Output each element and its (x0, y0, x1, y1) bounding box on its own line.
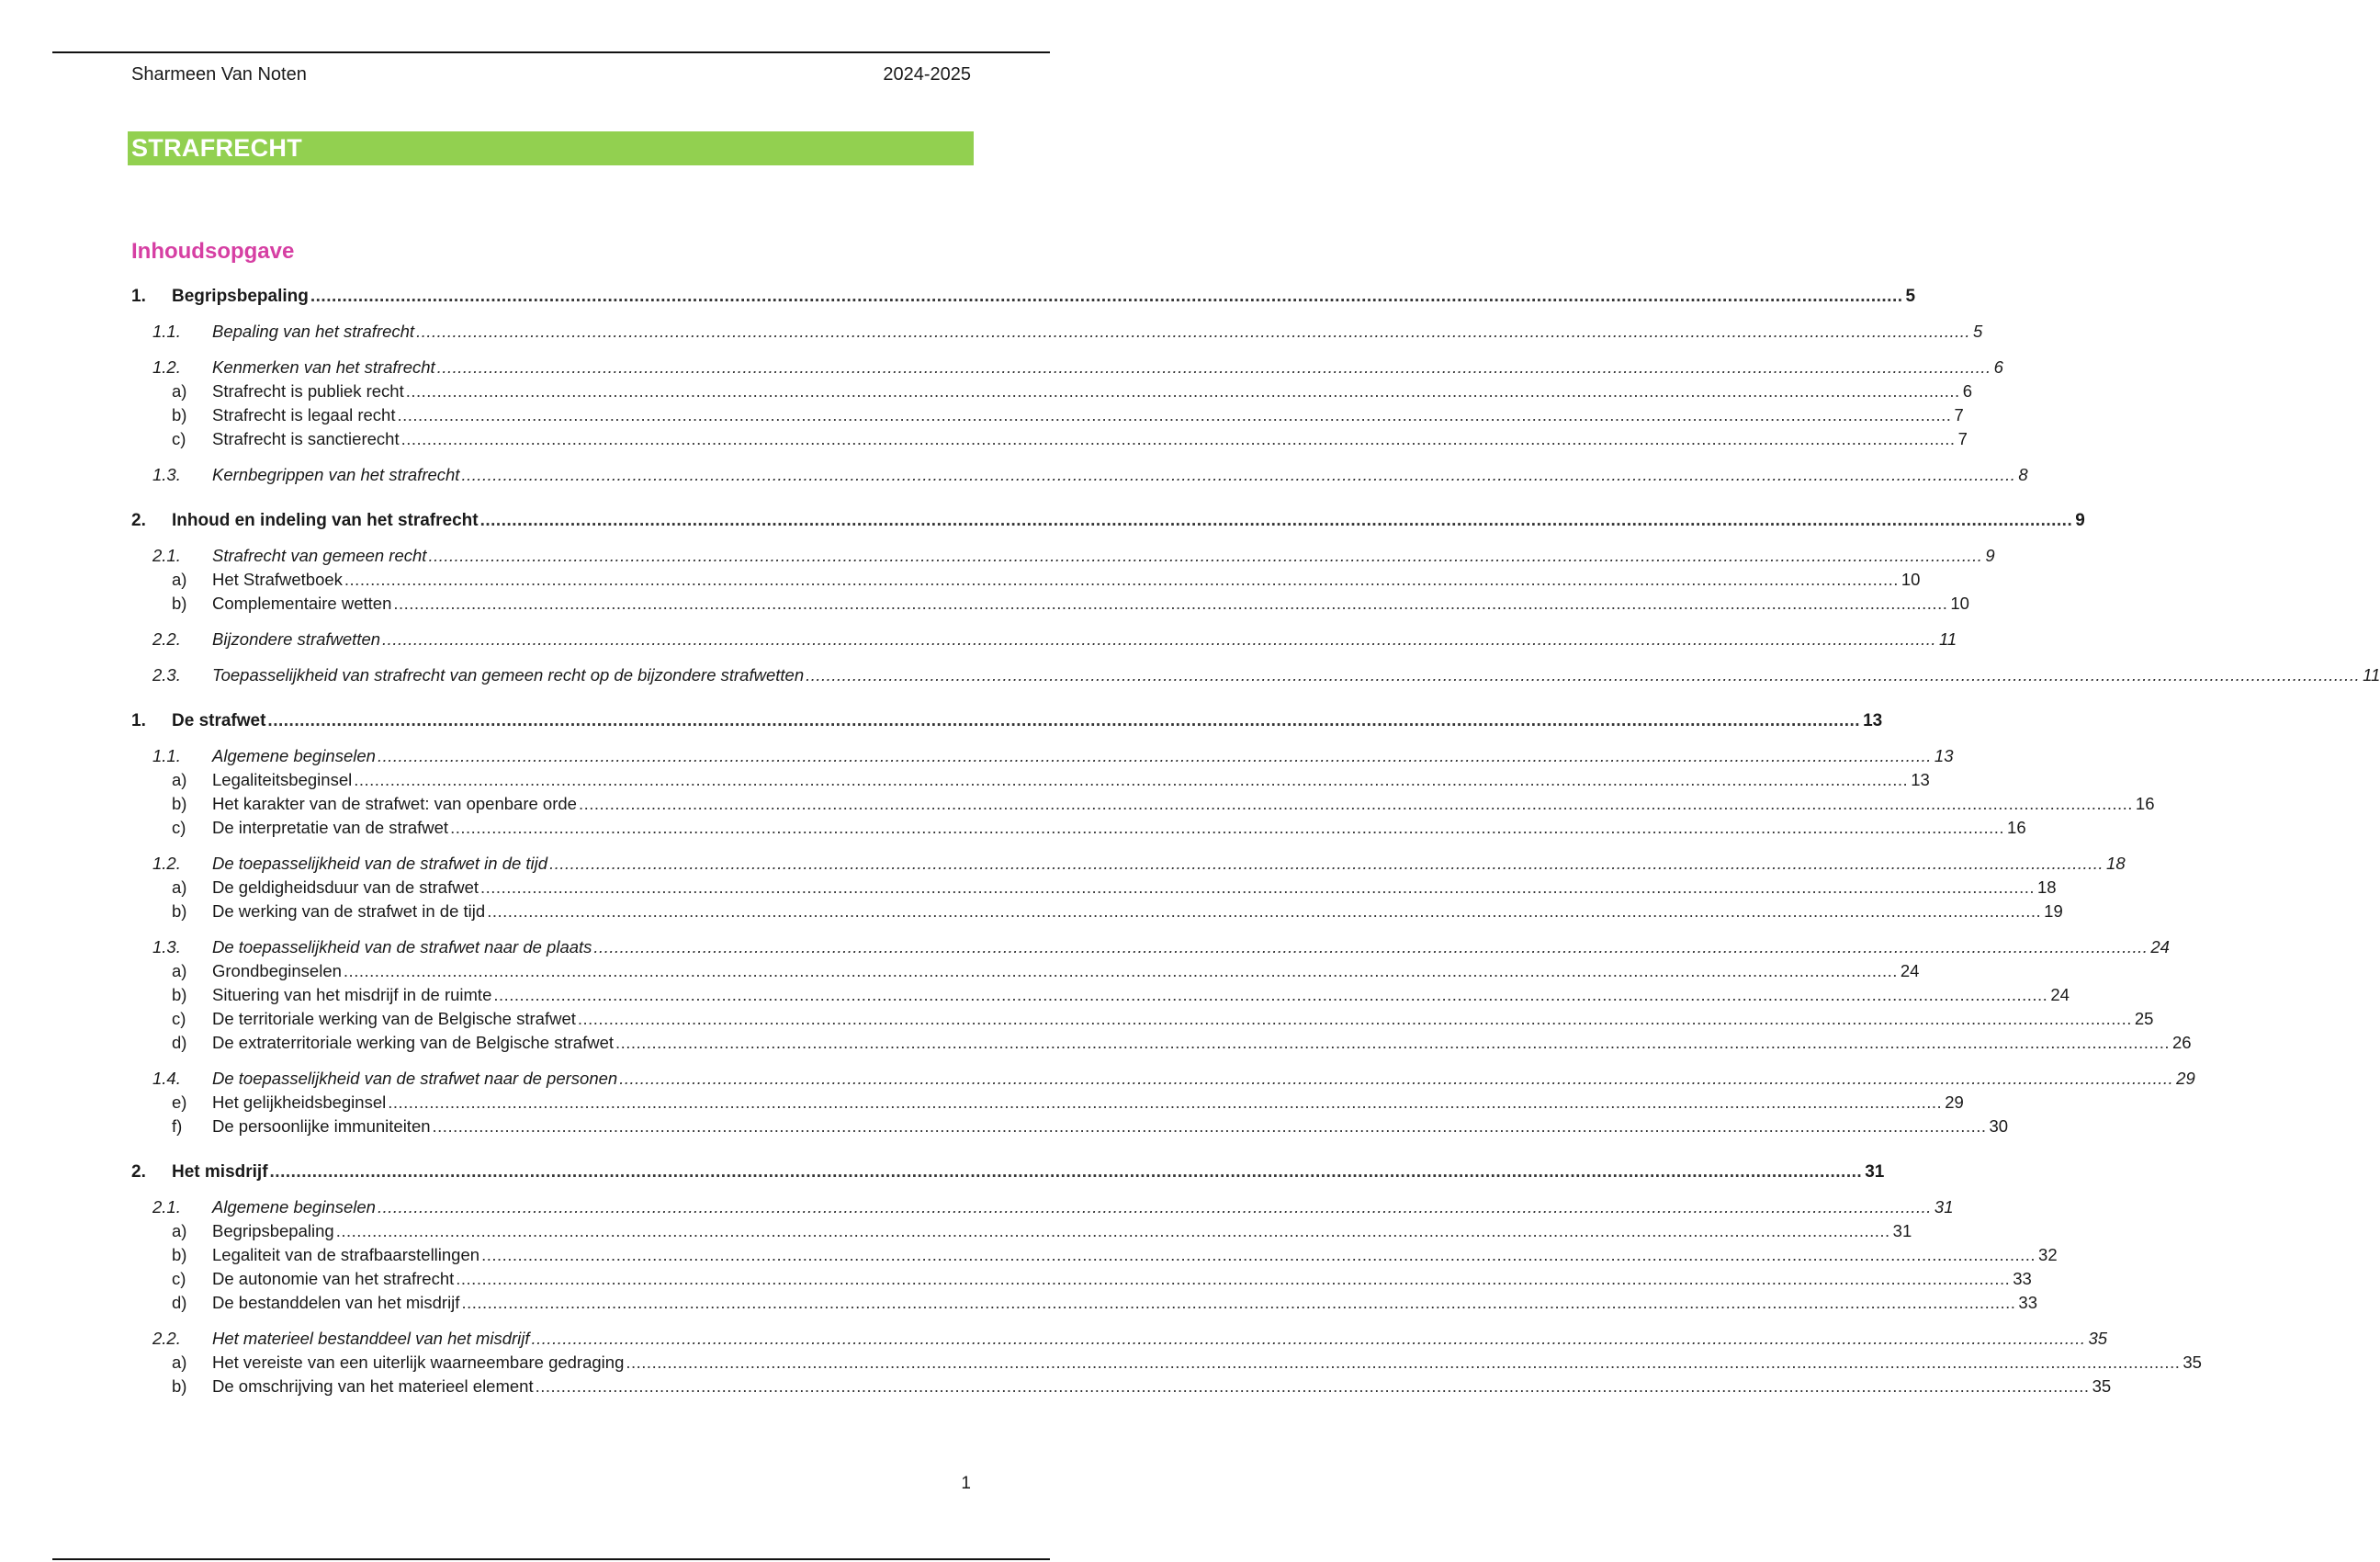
dot-leader: ............................................................................................................................................................................................................................................................................................................ (479, 511, 2073, 530)
dot-leader: ............................................................................................................................................................................................................................................................................................................ (377, 1197, 1932, 1217)
toc-entry[interactable] (131, 1268, 2032, 1290)
dot-leader: ............................................................................................................................................................................................................................................................................................................ (400, 429, 1956, 448)
dot-leader: ............................................................................................................................................................................................................................................................................................................ (343, 961, 1898, 980)
dot-leader: ............................................................................................................................................................................................................................................................................................................ (577, 1009, 2132, 1028)
toc-entry-page: 9 (2075, 511, 2085, 530)
toc-entry-title: De toepasselijkheid van de strafwet in de tijd (212, 854, 548, 873)
toc-entry-title: Legaliteitsbeginsel (212, 770, 353, 789)
toc-entry[interactable] (131, 877, 2057, 899)
toc-entry-number: a) (172, 770, 187, 789)
toc-entry-number: 1.2. (152, 854, 181, 873)
toc-entry[interactable] (131, 1244, 2058, 1266)
toc-entry-title: Het vereiste van een uiterlijk waarneembare gedraging (212, 1353, 625, 1372)
dot-leader: ............................................................................................................................................................................................................................................................................................................ (593, 937, 2149, 956)
toc-entry-number: 2.1. (152, 1197, 181, 1217)
toc-entry-title: De territoriale werking van de Belgische strafwet (212, 1009, 576, 1028)
dot-leader: ............................................................................................................................................................................................................................................................................................................ (432, 1116, 1987, 1136)
toc-entry-title: De geldigheidsduur van de strafwet (212, 877, 479, 897)
toc-entry-title: De werking van de strafwet in de tijd (212, 901, 486, 921)
toc-entry-number: b) (172, 594, 187, 613)
toc-entry[interactable] (131, 853, 2126, 875)
toc-entry-page: 13 (1863, 711, 1883, 730)
toc-entry-number: b) (172, 985, 187, 1004)
toc-entry-title: Legaliteit van de strafbaarstellingen (212, 1245, 480, 1264)
toc-entry[interactable] (131, 745, 1954, 767)
toc-entry[interactable] (131, 1008, 2154, 1030)
toc-entry-page: 29 (1945, 1092, 1964, 1112)
course-title-banner: STRAFRECHT (128, 131, 974, 165)
toc-entry-number: 1.3. (152, 937, 181, 956)
dot-leader: ............................................................................................................................................................................................................................................................................................................ (388, 1092, 1943, 1112)
dot-leader: ............................................................................................................................................................................................................................................................................................................ (619, 1069, 2174, 1088)
dot-leader: ............................................................................................................................................................................................................................................................................................................ (549, 854, 2104, 873)
toc-entry-title: Het materieel bestanddeel van het misdrijf (212, 1329, 530, 1348)
dot-leader: ............................................................................................................................................................................................................................................................................................................ (461, 465, 2016, 484)
toc-entry-page: 16 (2007, 818, 2026, 837)
dot-leader: ............................................................................................................................................................................................................................................................................................................ (461, 1293, 2016, 1312)
toc-entry[interactable] (131, 900, 2063, 922)
toc-entry[interactable] (131, 817, 2026, 839)
toc-entry-page: 26 (2171, 1033, 2192, 1052)
toc-entry-title: Grondbeginselen (212, 961, 342, 980)
toc-entry-number: c) (172, 818, 186, 837)
toc-entry-page: 18 (2036, 877, 2057, 897)
dot-leader: ............................................................................................................................................................................................................................................................................................................ (481, 1245, 2036, 1264)
toc-entry[interactable] (131, 1375, 2112, 1398)
toc-entry-page: 18 (2106, 854, 2126, 873)
toc-entry-number: 1.1. (152, 322, 181, 341)
toc-entry[interactable] (131, 1032, 2192, 1054)
toc-entry-number: c) (172, 1269, 186, 1288)
dot-leader: ............................................................................................................................................................................................................................................................................................................ (416, 322, 1971, 341)
toc-entry-number: c) (172, 429, 186, 448)
footer-rule (52, 1558, 1050, 1560)
page-header (131, 64, 971, 88)
toc-entry-page: 10 (1950, 594, 1969, 613)
toc-entry-title: Bepaling van het strafrecht (212, 322, 415, 341)
toc-entry-page: 6 (1993, 357, 2003, 377)
toc-entry-number: b) (172, 405, 187, 424)
toc-entry[interactable] (131, 1068, 2195, 1090)
academic-year: 2024-2025 (883, 64, 971, 85)
toc-entry-page: 7 (1954, 405, 1964, 424)
toc-entry-page: 7 (1957, 429, 1968, 448)
toc-entry[interactable] (131, 357, 2003, 379)
toc-entry[interactable] (131, 960, 1920, 982)
dot-leader: ............................................................................................................................................................................................................................................................................................................ (405, 381, 1960, 401)
toc-entry[interactable] (131, 793, 2155, 815)
dot-leader: ............................................................................................................................................................................................................................................................................................................ (578, 794, 2133, 813)
toc-entry[interactable] (131, 769, 1930, 791)
toc-entry-title: Het misdrijf (172, 1162, 268, 1182)
toc-entry-number: a) (172, 381, 187, 401)
toc-entry-page: 24 (2150, 937, 2170, 956)
toc-entry-title: Het Strafwetboek (212, 570, 343, 589)
toc-entry-page: 33 (2018, 1293, 2037, 1312)
toc-entry-page: 10 (1901, 570, 1921, 589)
toc-entry-title: De omschrijving van het materieel element (212, 1376, 534, 1396)
toc-entry-title: Algemene beginselen (212, 746, 376, 765)
toc-entry-number: 2.3. (152, 665, 181, 685)
toc-entry-title: De extraterritoriale werking van de Belgische strafwet (212, 1033, 614, 1052)
toc-entry[interactable] (131, 464, 2028, 486)
dot-leader: ............................................................................................................................................................................................................................................................................................................ (480, 877, 2035, 897)
toc-entry-page: 5 (1973, 322, 1983, 341)
toc-entry-title: Strafrecht is publiek recht (212, 381, 404, 401)
dot-leader: ............................................................................................................................................................................................................................................................................................................ (377, 746, 1932, 765)
toc-entry[interactable] (131, 984, 2070, 1006)
toc-title: Inhoudsopgave (131, 239, 295, 264)
page-number: 1 (961, 1474, 971, 1493)
toc-entry-title: De bestanddelen van het misdrijf (212, 1293, 460, 1312)
toc-entry-title: De persoonlijke immuniteiten (212, 1116, 431, 1136)
author-name: Sharmeen Van Noten (131, 64, 307, 85)
dot-leader: ............................................................................................................................................................................................................................................................................................................ (456, 1269, 2011, 1288)
header-rule (52, 51, 1050, 53)
toc-entry-number: 2. (131, 511, 146, 530)
toc-entry[interactable] (131, 1352, 2202, 1374)
toc-entry-title: Het karakter van de strafwet: van openbare orde (212, 794, 577, 813)
toc-entry-title: Het gelijkheidsbeginsel (212, 1092, 387, 1112)
toc-entry-title: Begripsbepaling (172, 287, 309, 306)
toc-entry-title: De toepasselijkheid van de strafwet naar de plaats (212, 937, 592, 956)
toc-entry-title: Bijzondere strafwetten (212, 629, 381, 649)
toc-entry[interactable] (131, 664, 2380, 686)
toc-entry-title: Algemene beginselen (212, 1197, 376, 1217)
toc-entry-number: a) (172, 877, 187, 897)
dot-leader: ............................................................................................................................................................................................................................................................................................................ (344, 570, 1899, 589)
dot-leader: ............................................................................................................................................................................................................................................................................................................ (267, 711, 1861, 730)
toc-entry-title: De toepasselijkheid van de strafwet naar de personen (212, 1069, 618, 1088)
toc-entry-number: a) (172, 1221, 187, 1240)
dot-leader: ............................................................................................................................................................................................................................................................................................................ (428, 546, 1983, 565)
toc-entry-number: a) (172, 961, 187, 980)
toc-entry-page: 13 (1934, 746, 1954, 765)
toc-entry-number: b) (172, 794, 187, 813)
toc-entry-page: 25 (2134, 1009, 2154, 1028)
toc-entry[interactable] (131, 1092, 1964, 1114)
toc-entry[interactable] (131, 1115, 2009, 1138)
toc-entry[interactable] (131, 569, 1921, 591)
toc-entry-title: De strafwet (172, 711, 266, 730)
toc-entry-page: 5 (1905, 287, 1916, 306)
toc-entry-title: Complementaire wetten (212, 594, 392, 613)
dot-leader: ............................................................................................................................................................................................................................................................................................................ (397, 405, 1952, 424)
toc-entry-number: 2.2. (152, 1329, 181, 1348)
toc-entry-title: Inhoud en indeling van het strafrecht (172, 511, 479, 530)
toc-entry-number: 2.1. (152, 546, 181, 565)
toc-entry[interactable] (131, 1220, 1912, 1242)
toc-entry-page: 11 (2363, 665, 2380, 685)
toc-entry-title: Kenmerken van het strafrecht (212, 357, 435, 377)
toc-entry[interactable] (131, 286, 1916, 308)
toc-entry-number: 2. (131, 1162, 146, 1182)
toc-entry-page: 30 (1989, 1116, 2009, 1136)
dot-leader: ............................................................................................................................................................................................................................................................................................................ (269, 1162, 1863, 1182)
toc-entry[interactable] (131, 628, 1957, 651)
toc-entry-number: 1.1. (152, 746, 181, 765)
toc-entry[interactable] (131, 380, 1972, 402)
toc-entry-title: De autonomie van het strafrecht (212, 1269, 455, 1288)
toc-entry-number: 1. (131, 711, 146, 730)
toc-entry-number: b) (172, 1376, 187, 1396)
toc-entry-number: 1.2. (152, 357, 181, 377)
dot-leader: ............................................................................................................................................................................................................................................................................................................ (393, 594, 1948, 613)
toc-entry[interactable] (131, 1328, 2108, 1350)
toc-entry-number: 1.3. (152, 465, 181, 484)
toc-entry-page: 6 (1962, 381, 1972, 401)
toc-entry-number: f) (172, 1116, 183, 1136)
toc-entry-number: b) (172, 1245, 187, 1264)
toc-entry[interactable] (131, 321, 1983, 343)
toc-entry-page: 31 (1892, 1221, 1912, 1240)
dot-leader: ............................................................................................................................................................................................................................................................................................................ (493, 985, 2048, 1004)
dot-leader: ............................................................................................................................................................................................................................................................................................................ (487, 901, 2042, 921)
toc-entry-page: 13 (1911, 770, 1930, 789)
toc-entry-page: 24 (1900, 961, 1920, 980)
toc-entry[interactable] (131, 936, 2170, 958)
toc-entry-title: Strafrecht is sanctierecht (212, 429, 400, 448)
toc-entry-title: De interpretatie van de strafwet (212, 818, 449, 837)
toc-entry-title: Strafrecht van gemeen recht (212, 546, 427, 565)
toc-entry[interactable] (131, 1196, 1954, 1218)
toc-entry[interactable] (131, 1292, 2037, 1314)
toc-entry-page: 11 (1939, 629, 1957, 649)
toc-entry[interactable] (131, 510, 2085, 532)
dot-leader: ............................................................................................................................................................................................................................................................................................................ (531, 1329, 2086, 1348)
toc-entry-number: 2.2. (152, 629, 181, 649)
toc-entry-title: Situering van het misdrijf in de ruimte (212, 985, 492, 1004)
toc-entry-page: 29 (2176, 1069, 2195, 1088)
toc-entry[interactable] (131, 545, 1995, 567)
toc-entry[interactable] (131, 1161, 1885, 1183)
toc-entry-page: 31 (1865, 1162, 1885, 1182)
dot-leader: ............................................................................................................................................................................................................................................................................................................ (626, 1353, 2181, 1372)
toc-entry-page: 8 (2018, 465, 2028, 484)
dot-leader: ............................................................................................................................................................................................................................................................................................................ (615, 1033, 2170, 1052)
toc-entry[interactable] (131, 428, 1968, 450)
toc-entry-number: 1.4. (152, 1069, 181, 1088)
toc-entry-number: d) (172, 1293, 187, 1312)
dot-leader: ............................................................................................................................................................................................................................................................................................................ (354, 770, 1909, 789)
toc-entry-page: 33 (2013, 1269, 2032, 1288)
toc-entry-page: 16 (2135, 794, 2155, 813)
toc-entry-page: 35 (2092, 1376, 2112, 1396)
toc-entry[interactable] (131, 404, 1964, 426)
toc-entry-title: Strafrecht is legaal recht (212, 405, 396, 424)
toc-entry[interactable] (131, 710, 1883, 732)
dot-leader: ............................................................................................................................................................................................................................................................................................................ (806, 665, 2361, 685)
dot-leader: ............................................................................................................................................................................................................................................................................................................ (310, 287, 1903, 306)
dot-leader: ............................................................................................................................................................................................................................................................................................................ (450, 818, 2005, 837)
toc-entry-title: Kernbegrippen van het strafrecht (212, 465, 460, 484)
dot-leader: ............................................................................................................................................................................................................................................................................................................ (535, 1376, 2090, 1396)
toc-entry-page: 19 (2044, 901, 2063, 921)
toc-entry-page: 9 (1985, 546, 1995, 565)
toc-entry[interactable] (131, 593, 1969, 615)
toc-entry-page: 35 (2183, 1353, 2202, 1372)
toc-entry-number: d) (172, 1033, 187, 1052)
dot-leader: ............................................................................................................................................................................................................................................................................................................ (382, 629, 1937, 649)
toc-entry-title: Toepasselijkheid van strafrecht van gemeen recht op de bijzondere strafwetten (212, 665, 805, 685)
dot-leader: ............................................................................................................................................................................................................................................................................................................ (335, 1221, 1890, 1240)
toc-entry-number: c) (172, 1009, 186, 1028)
dot-leader: ............................................................................................................................................................................................................................................................................................................ (436, 357, 1991, 377)
toc-entry-number: a) (172, 570, 187, 589)
toc-entry-number: 1. (131, 287, 146, 306)
toc-entry-page: 31 (1934, 1197, 1954, 1217)
toc-entry-number: a) (172, 1353, 187, 1372)
toc-entry-page: 35 (2088, 1329, 2108, 1348)
toc-entry-number: e) (172, 1092, 187, 1112)
toc-entry-page: 24 (2050, 985, 2070, 1004)
toc-entry-page: 32 (2038, 1245, 2058, 1264)
toc-entry-title: Begripsbepaling (212, 1221, 334, 1240)
toc-entry-number: b) (172, 901, 187, 921)
